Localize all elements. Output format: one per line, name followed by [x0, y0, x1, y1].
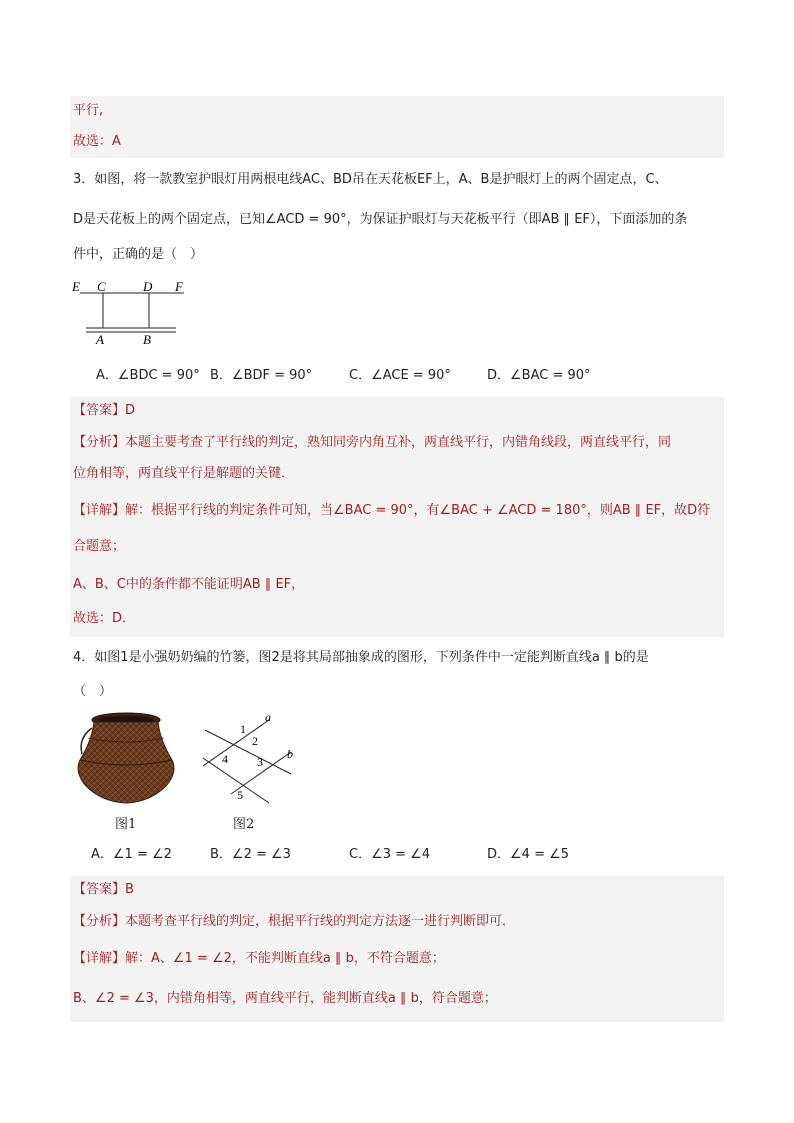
q4-option-a: A．∠1 = ∠2 [91, 847, 172, 862]
transversal-upper [205, 730, 291, 774]
angle-label-3: 3 [257, 755, 263, 769]
q4-stem-line-1: 4．如图1是小强奶奶编的竹篓，图2是将其局部抽象成的图形，下列条件中一定能判断直线a ∥ b的是 [73, 650, 649, 665]
q4-figure-2-lines [195, 708, 305, 808]
label-line-a: a [265, 710, 271, 724]
angle-label-5: 5 [237, 788, 243, 802]
q3-detail-line-1: 【详解】解：根据平行线的判定条件可知，当∠BAC = 90°，有∠BAC + ∠ACD = 180°，则AB ∥ EF，故D符 [73, 503, 711, 518]
q3-figure-lamp [70, 276, 200, 348]
q3-answer: 【答案】D [73, 403, 136, 418]
q4-stem-line-2: （ ） [73, 684, 113, 699]
q4-option-d: D．∠4 = ∠5 [487, 847, 570, 862]
prev-solution-box [70, 96, 724, 158]
q3-stem-line-1: 3．如图，将一款教室护眼灯用两根电线AC、BD吊在天花板EF上，A、B是护眼灯上的两个固定点，C、 [73, 172, 668, 187]
q4-detail-line-2: B、∠2 = ∠3，内错角相等，两直线平行，能判断直线a ∥ b，符合题意； [73, 991, 497, 1006]
label-f: F [175, 279, 183, 294]
q4-detail-line-1: 【详解】解：A、∠1 = ∠2，不能判断直线a ∥ b，不符合题意； [73, 951, 445, 966]
angle-label-2: 2 [252, 734, 258, 748]
label-line-b: b [287, 747, 293, 761]
q3-analysis-line-1: 【分析】本题主要考查了平行线的判定，熟知同旁内角互补，两直线平行，内错角线段，两直线平行，同 [73, 435, 672, 450]
q4-option-c: C．∠3 = ∠4 [349, 847, 431, 862]
q3-detail-line-2: 合题意； [73, 539, 126, 554]
q3-option-d: D．∠BAC = 90° [487, 368, 591, 383]
q3-stem-line-3: 件中，正确的是（ ） [73, 247, 204, 262]
q4-figure-1-caption: 图1 [115, 817, 137, 832]
q3-detail-line-3: A、B、C中的条件都不能证明AB ∥ EF， [73, 577, 305, 592]
q4-analysis: 【分析】本题考查平行线的判定，根据平行线的判定方法逐一进行判断即可． [73, 914, 516, 929]
label-c: C [97, 279, 106, 294]
angle-label-4: 4 [222, 752, 228, 766]
label-e: E [72, 279, 80, 294]
prev-solution-line-2: 故选：A [73, 134, 121, 149]
q3-analysis-line-2: 位角相等，两直线平行是解题的关键． [73, 466, 295, 481]
q3-option-a: A．∠BDC = 90° [96, 368, 200, 383]
q3-option-b: B．∠BDF = 90° [210, 368, 313, 383]
label-b: B [143, 332, 151, 347]
q3-detail-line-4: 故选：D． [73, 611, 136, 626]
q4-option-b: B．∠2 = ∠3 [210, 847, 291, 862]
q3-option-c: C．∠ACE = 90° [349, 368, 451, 383]
prev-solution-line-1: 平行, [73, 103, 104, 118]
label-d: D [143, 279, 153, 294]
q3-stem-line-2: D是天花板上的两个固定点，已知∠ACD = 90°，为保证护眼灯与天花板平行（即AB ∥ EF），下面添加的条 [73, 212, 688, 227]
q4-answer: 【答案】B [73, 882, 134, 897]
angle-label-1: 1 [240, 722, 246, 736]
q4-figure-1-basket [72, 710, 180, 806]
q4-figure-2-caption: 图2 [233, 817, 255, 832]
label-a: A [96, 332, 104, 347]
